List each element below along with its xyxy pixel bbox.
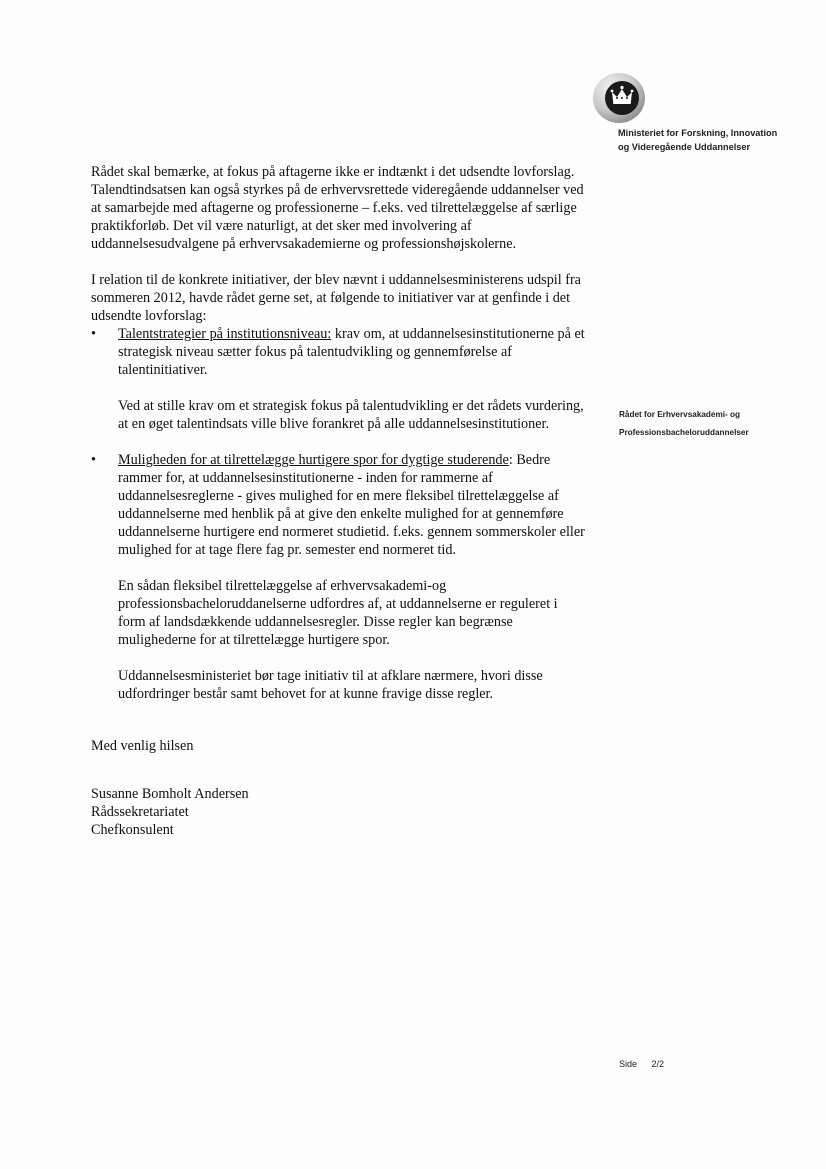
initiative-faster-tracks — [91, 451, 586, 703]
ministry-name — [618, 126, 818, 154]
crown-seal-icon — [592, 71, 646, 125]
council-name-line1: Rådet for Erhvervsakademi- og — [619, 410, 741, 419]
initiative-faster-tracks-recommendation: Uddannelsesministeriet bør tage initiativ til at afklare nærmere, hvori disse udfordringer består samt behovet for at kunne fravige disse regler. — [118, 668, 543, 702]
paragraph-focus-on-employers: Rådet skal bemærke, at fokus på aftagerne ikke er indtænkt i det udsendte lovforslag. Talendtindsatsen kan også styrkes på de erhvervsrettede videregående uddannelser ved at samarbejde med aftagerne og professionerne – f.eks. ved tilrettelæggelse af særlige praktikforløb. Det vil være naturligt, at det sker med involvering af uddannelsesudvalgene på erhvervsakademierne og professionshøjskolerne. — [91, 164, 584, 252]
page-number-footer — [619, 1059, 664, 1069]
ministry-logo — [592, 71, 646, 125]
initiative-talent-strategies — [91, 325, 586, 433]
initiative-description: krav om, at uddannelsesinstitutionerne på et strategisk niveau sætter fokus på talentudvikling og gennemførelse af talentinitiativer. — [118, 326, 585, 378]
initiative-faster-tracks-challenge: En sådan fleksibel tilrettelæggelse af erhvervsakademi-og professionsbacheloruddanelserne udfordres af, at uddannelserne er reguleret i form af landsdækkende uddannelsesregler. Disse regler kan begrænse mulighederne for at tilrettelægge hurtigere spor. — [118, 578, 558, 648]
bullet-marker: • — [91, 326, 96, 342]
ministry-name-line1: Ministeriet for Forskning, Innovation — [618, 128, 778, 138]
bullet-marker: • — [91, 452, 96, 468]
initiative-list — [91, 325, 586, 703]
initiative-description: : Bedre rammer for, at uddannelsesinstitutionerne - inden for rammerne af uddannelsesreglerne - gives mulighed for en mere fleksibel tilrettelæggelse af uddannelserne med henblik på at give den enkelte mulighed for at gennemføre uddannelserne hurtigere end normeret studietid. f.eks. gennem sommerskoler eller mulighed for at tage flere fag pr. semester end normeret tid. — [118, 452, 585, 558]
paragraph-initiatives-intro: I relation til de konkrete initiativer, der blev nævnt i uddannelsesministerens udspil fra sommeren 2012, havde rådet gerne set, at følgende to initiativer var at genfinde i det udsendte lovforslag: — [91, 272, 581, 324]
closing-salutation: Med venlig hilsen — [91, 738, 194, 754]
council-name-line2: Professionsbacheloruddannelser — [619, 428, 749, 437]
signatory-title: Chefkonsulent — [91, 822, 174, 838]
ministry-name-line2: og Videregående Uddannelser — [618, 142, 751, 152]
signatory-name: Susanne Bomholt Andersen — [91, 786, 249, 802]
initiative-heading: Muligheden for at tilrettelægge hurtigere spor for dygtige studerende — [118, 452, 509, 468]
signatory-unit: Rådssekretariatet — [91, 804, 189, 820]
initiative-talent-strategies-assessment: Ved at stille krav om et strategisk fokus på talentudvikling er det rådets vurdering, at en øget talentindsats ville blive forankret på alle uddannelsesinstitutioner. — [118, 398, 584, 432]
initiative-talent-strategies-text — [118, 325, 586, 379]
page-label: Side — [619, 1059, 638, 1069]
council-margin-note — [619, 406, 819, 442]
initiative-heading: Talentstrategier på institutionsniveau: — [118, 326, 332, 342]
signature-block — [91, 785, 586, 839]
letter-body — [91, 163, 586, 839]
initiative-faster-tracks-text — [118, 451, 586, 559]
page-number: 2/2 — [651, 1059, 665, 1069]
